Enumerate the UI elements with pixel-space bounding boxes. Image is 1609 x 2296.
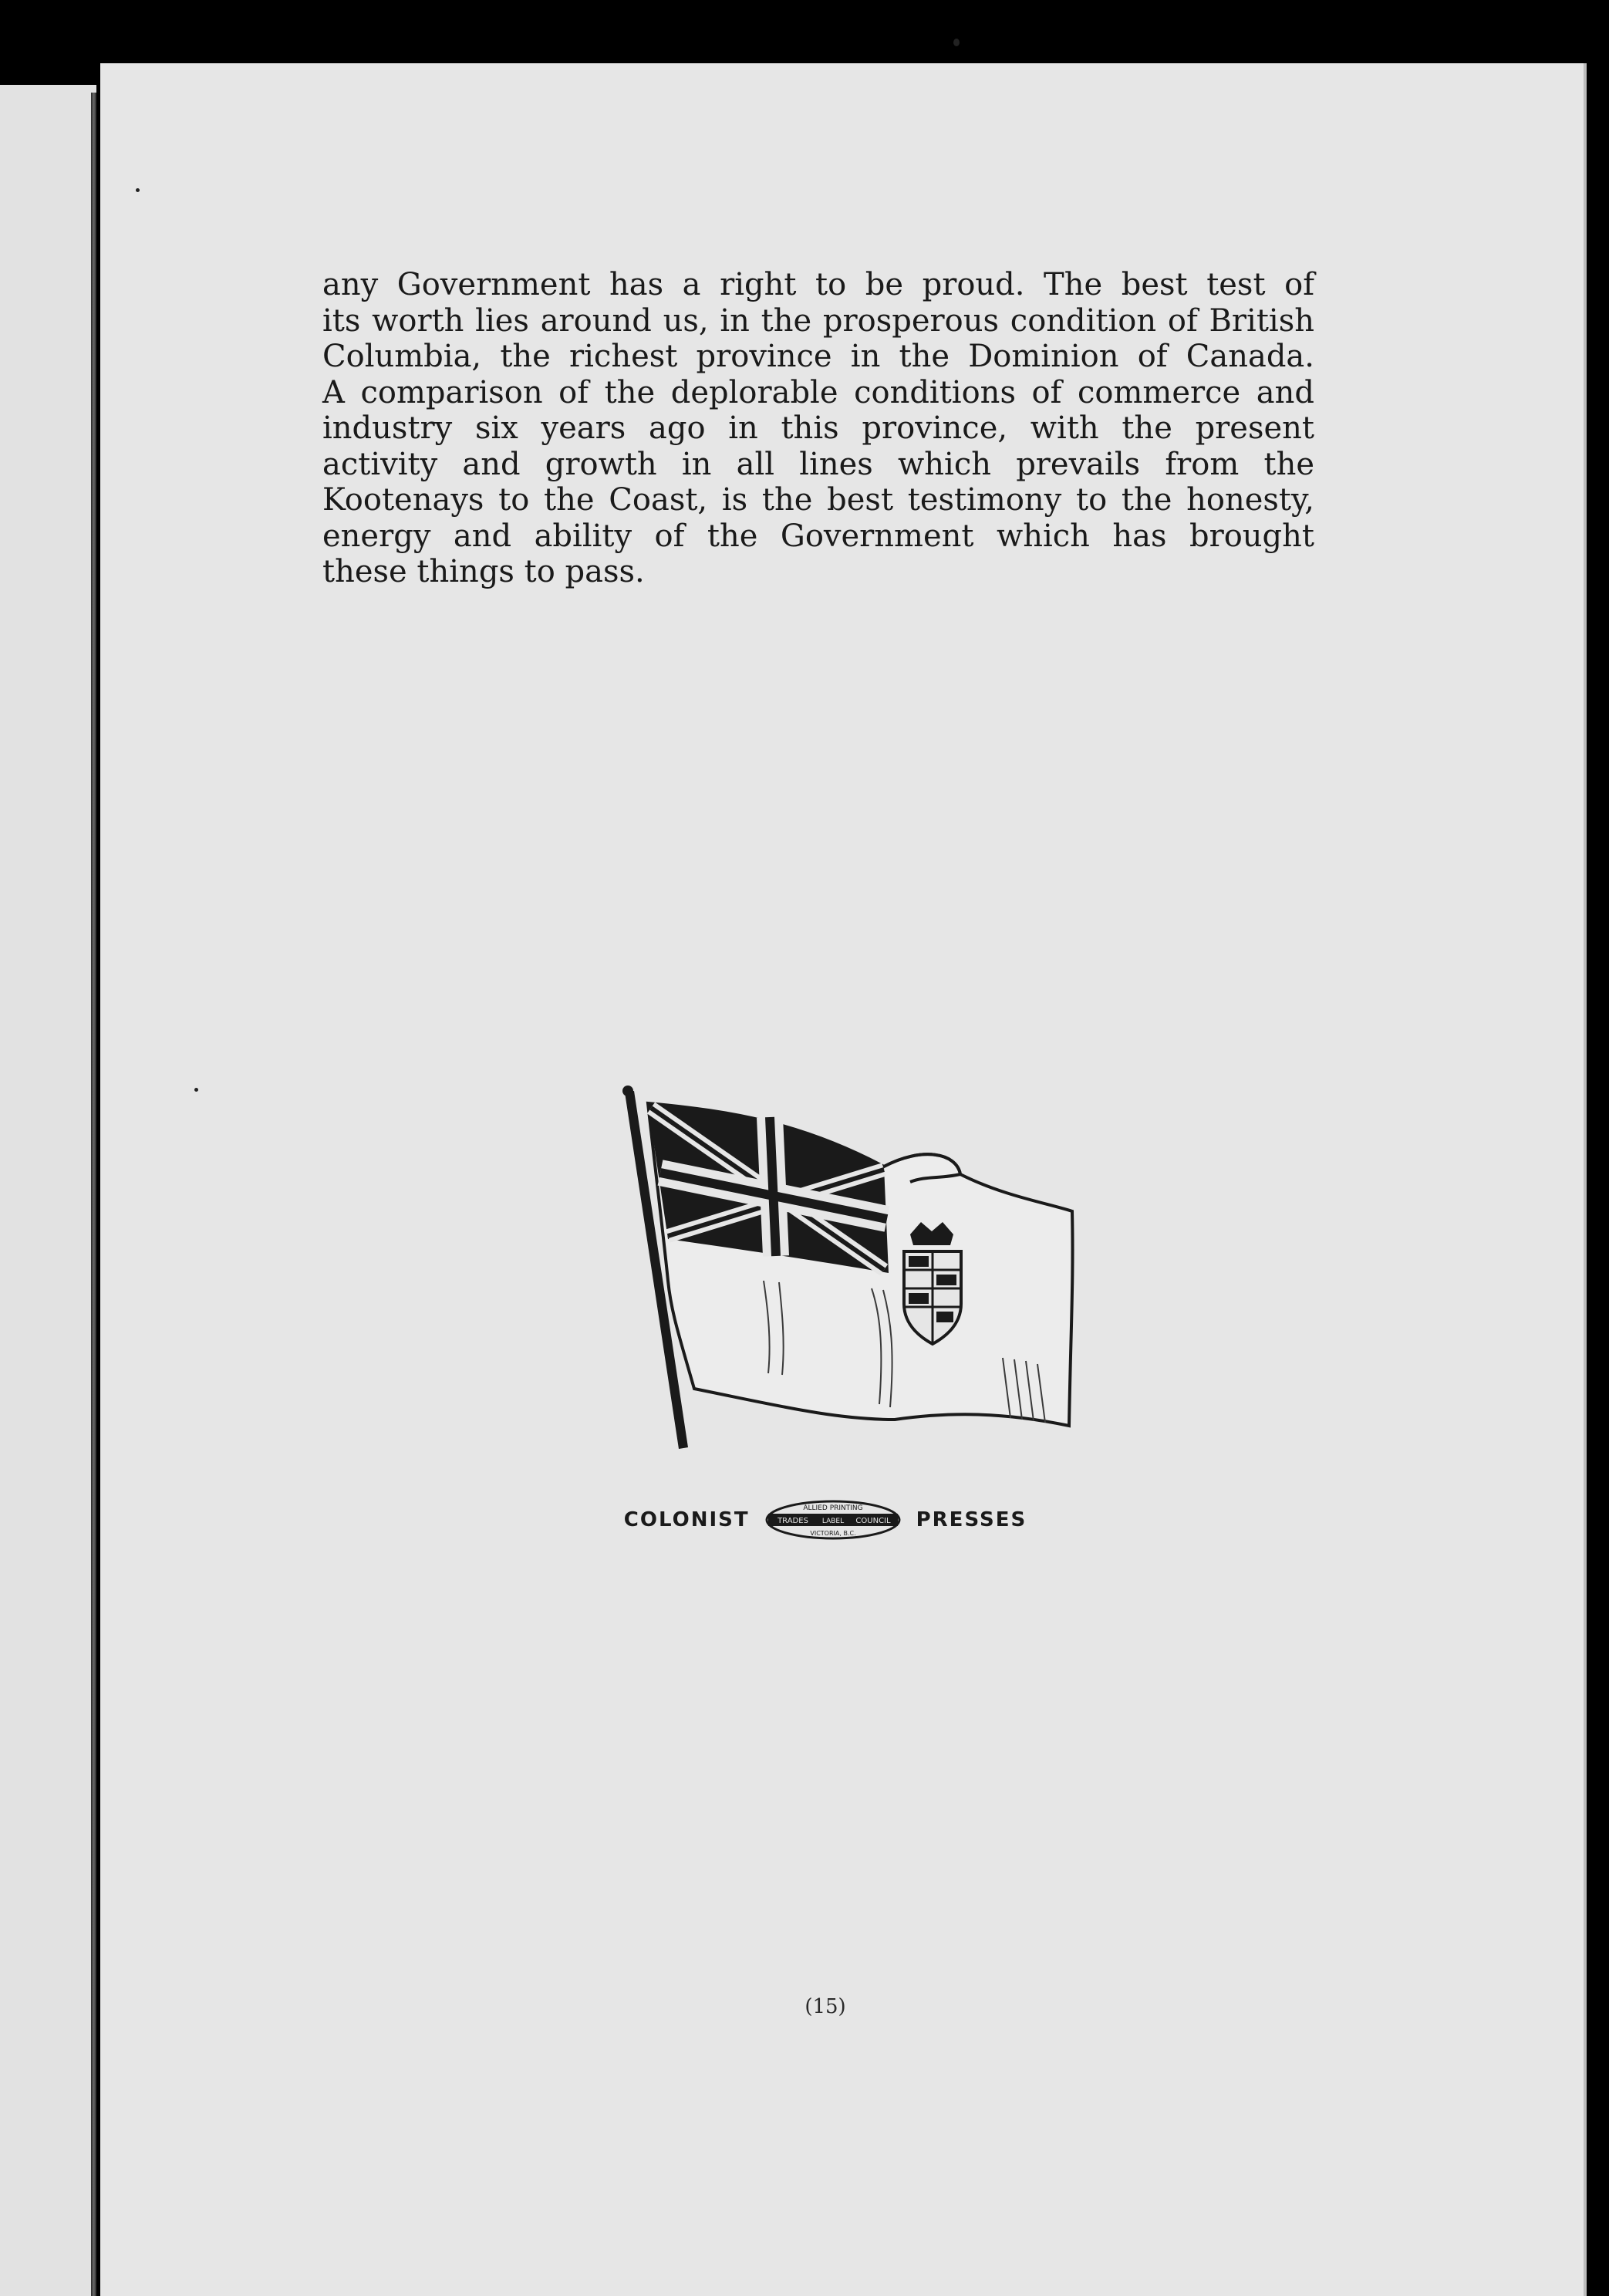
text-line: industry six years ago in this province, with the present: [322, 410, 1314, 446]
imprint-colonist: COLONIST: [623, 1508, 750, 1531]
scan-speck: [136, 188, 140, 192]
text-line: these things to pass.: [322, 554, 645, 589]
printer-imprint: [617, 1497, 1034, 1543]
text-line: energy and ability of the Government which has brought: [322, 518, 1314, 554]
canadian-red-ensign-illustration: [617, 1080, 1080, 1481]
union-label-left: TRADES: [777, 1517, 808, 1525]
imprint-presses: PRESSES: [916, 1508, 1027, 1531]
page-number: (15): [804, 1995, 846, 2018]
text-line: its worth lies around us, in the prosperous condition of British: [322, 302, 1314, 339]
union-label-logo: [764, 1498, 902, 1541]
body-paragraph: [322, 267, 1314, 590]
union-label-top: ALLIED PRINTING: [802, 1504, 863, 1512]
text-line: A comparison of the deplorable conditions of commerce and: [322, 374, 1314, 410]
text-line: Columbia, the richest province in the Dominion of Canada.: [322, 339, 1314, 374]
previous-page-edge: [0, 85, 96, 2296]
text-line: activity and growth in all lines which prevails from the: [322, 446, 1314, 482]
union-label-bottom: VICTORIA, B.C.: [809, 1530, 856, 1537]
union-label-right: COUNCIL: [855, 1517, 891, 1525]
union-label-center: LABEL: [821, 1518, 844, 1525]
page-edge: [1584, 63, 1587, 2296]
book-spine: [91, 93, 96, 2296]
text-line: Kootenays to the Coast, is the best testimony to the honesty,: [322, 482, 1314, 518]
scan-speck: [194, 1088, 198, 1092]
text-line: any Government has a right to be proud. The best test of: [322, 267, 1314, 302]
scan-speck: [953, 39, 960, 46]
